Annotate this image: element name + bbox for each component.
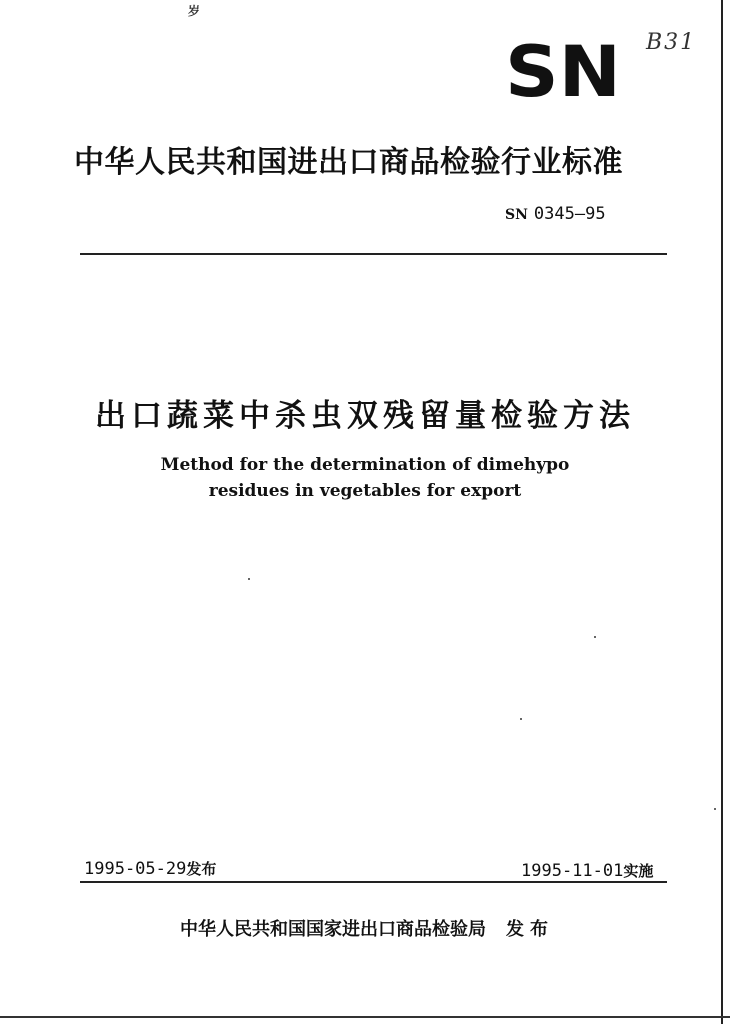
footer-divider [80,881,667,883]
issue-date-label: 发布 [186,860,217,878]
effective-date-label: 实施 [623,862,654,880]
publisher-line [180,915,554,941]
issue-date [84,858,216,879]
document-title-chinese: 出口蔬菜中杀虫双残留量检验方法 [95,398,635,434]
scan-speck [714,808,716,810]
scan-speck [594,636,596,638]
effective-date-value: 1995-11-01 [521,861,624,881]
sn-logo-text: SN [505,40,621,104]
sn-logo [503,40,623,104]
handwritten-note: B31 [646,30,697,55]
scan-mark: 岁 [188,4,201,18]
document-title-english [0,452,730,504]
english-title-line-2: residues in vegetables for export [208,481,522,501]
scan-speck [248,578,250,580]
effective-date [521,860,653,881]
standard-code-prefix: SN [505,207,528,223]
page-edge-bottom [0,1016,730,1018]
english-title-line-1: Method for the determination of dimehypo [160,455,570,475]
standard-code [505,204,606,224]
scan-speck [520,718,522,720]
publisher-action: 发布 [506,919,554,940]
issue-date-value: 1995-05-29 [84,859,187,879]
standard-category-title: 中华人民共和国进出口商品检验行业标准 [74,145,623,180]
publisher-name: 中华人民共和国国家进出口商品检验局 [180,919,486,940]
header-divider [80,253,667,255]
page-edge-right [721,0,723,1024]
standard-code-number: 0345—95 [533,204,606,224]
